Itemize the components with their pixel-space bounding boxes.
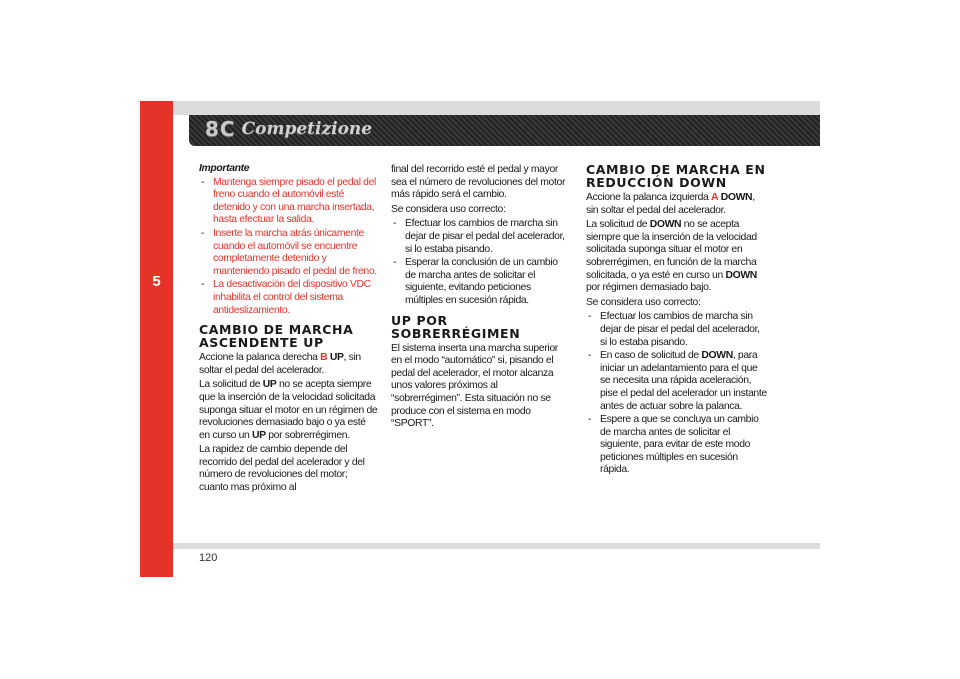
- chapter-sidebar: [140, 101, 173, 577]
- list-item: - Efectuar los cambios de marcha sin dejar de pisar el pedal del acelerador, si lo estaba pisando.: [586, 311, 767, 349]
- paragraph: La solicitud de UP no se acepta siempre que la inserción de la velocidad solicitada suponga situar el motor en un régimen de revoluciones demasiado bajo o ya esté en curso un UP por sobrerrégimen.: [199, 379, 378, 441]
- page-number: 120: [199, 552, 218, 564]
- list-item: - Efectuar los cambios de marcha sin dejar de pisar el pedal del acelerador, si lo estaba pisando.: [391, 218, 571, 256]
- section-heading-overrev: UP POR SOBRERRÉGIMEN: [391, 312, 521, 341]
- chapter-number: 5: [152, 273, 161, 290]
- logo-model-number: 8C: [205, 117, 236, 141]
- list-item: - Espere a que se concluya un cambio de marcha antes de solicitar el siguiente, para evitar de este modo peticiones múltiples en sucesión rápida.: [586, 414, 767, 477]
- column-left: [199, 163, 379, 497]
- section-heading-upshift: CAMBIO DE MARCHA ASCENDENTE UP: [199, 322, 354, 351]
- list-item: - En caso de solicitud de DOWN, para iniciar un adelantamiento para el que se necesita una rápida aceleración, pise el pedal del acelerador un instante antes de actuar sobre la palanca.: [586, 350, 767, 413]
- lever-letter: B: [320, 352, 328, 364]
- usage-list: [586, 311, 767, 477]
- important-list: [199, 177, 379, 318]
- paragraph: La solicitud de DOWN no se acepta siempre que la inserción de la velocidad solicitada suponga situar el motor en sobrerrégimen, en función de la marcha solicitada, o ya esté en curso un DOWN por régimen demasiado bajo.: [586, 219, 757, 294]
- list-item: - Mantenga siempre pisado el pedal del freno cuando el automóvil esté detenido y con una marcha insertada, hasta efectuar la salida.: [199, 177, 379, 227]
- brand-logo: [205, 118, 372, 140]
- header-strip: [173, 101, 820, 115]
- header-banner: [189, 115, 820, 146]
- key-label: DOWN: [701, 350, 733, 362]
- key-label: DOWN: [649, 219, 682, 231]
- paragraph: Accione la palanca derecha B UP, sin soltar el pedal del acelerador.: [199, 352, 361, 376]
- list-item: - La desactivación del dispositivo VDC inhabilita el control del sistema antideslizamiento.: [199, 279, 379, 317]
- paragraph: Se considera uso correcto:: [586, 296, 701, 308]
- column-middle: [391, 164, 571, 433]
- key-label: UP: [251, 429, 266, 441]
- section-heading-downshift: CAMBIO DE MARCHA EN REDUCCIÓN DOWN: [586, 162, 766, 190]
- key-label: DOWN: [725, 269, 757, 281]
- key-label: DOWN: [720, 192, 753, 203]
- key-label: UP: [262, 379, 277, 391]
- paragraph: El sistema inserta una marcha superior en el modo “automático” si, pisando el pedal del acelerador, el motor alcanza unos valores próximos al “sobrerrégimen”. Esta situación no se produce con el sistema en modo “SPORT”.: [391, 342, 558, 430]
- paragraph: Se considera uso correcto:: [391, 203, 506, 215]
- paragraph: Accione la palanca izquierda A DOWN, sin soltar el pedal del acelerador.: [586, 192, 755, 216]
- column-right: [586, 163, 767, 479]
- paragraph: final del recorrido esté el pedal y mayor sea el número de revoluciones del motor más rápido será el cambio.: [391, 164, 566, 201]
- key-label: UP: [329, 352, 344, 364]
- footer-strip: [173, 543, 820, 549]
- important-label: Importante: [199, 163, 250, 174]
- list-item: - Inserte la marcha atrás únicamente cuando el automóvil se encuentre completamente detenido y manteniendo pisado el pedal de freno.: [199, 228, 379, 278]
- logo-model-name: Competizione: [241, 119, 373, 139]
- usage-list: [391, 218, 571, 307]
- lever-letter: A: [711, 192, 719, 203]
- paragraph: La rapidez de cambio depende del recorrido del pedal del acelerador y del número de revoluciones del motor; cuanto mas próximo al: [199, 444, 365, 494]
- list-item: - Esperar la conclusión de un cambio de marcha antes de solicitar el siguiente, evitando peticiones múltiples en sucesión rápida.: [391, 257, 571, 307]
